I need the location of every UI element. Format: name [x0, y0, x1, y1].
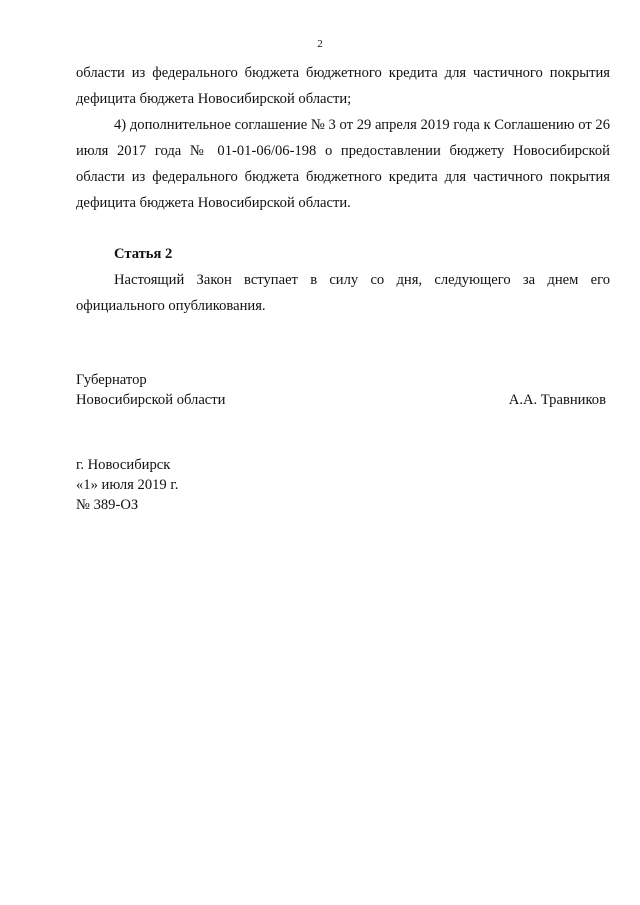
page-number: 2: [317, 38, 323, 50]
law-date: «1» июля 2019 г.: [76, 477, 179, 493]
place-date-block: [76, 455, 178, 515]
signature-block: [76, 370, 606, 410]
law-number: № 389-ОЗ: [76, 497, 139, 513]
continuation-text: области из федерального бюджета бюджетного кредита для частичного покрытия дефицита бюджета Новосибирской области;: [76, 65, 610, 107]
article-2-body: [76, 267, 610, 319]
place-city: г. Новосибирск: [76, 457, 171, 473]
signature-title-line2: Новосибирской области: [76, 392, 226, 408]
list-item-4-text: 4) дополнительное соглашение № 3 от 29 апреля 2019 года к Соглашению от 26 июля 2017 года № 01-01-06/06-198 о предоставлении бюджету Новосибирской области из федерального бюджета бюджетного кредита для частичного покрытия дефицита бюджета Новосибирской области.: [76, 117, 610, 211]
signature-row: [76, 390, 606, 410]
continuation-paragraph: [76, 60, 610, 112]
list-item-4: [76, 112, 610, 216]
article-2-text: Настоящий Закон вступает в силу со дня, следующего за днем его официального опубликования.: [76, 272, 610, 314]
signature-title-line1: Губернатор: [76, 372, 147, 388]
article-2-heading: Статья 2: [114, 246, 173, 262]
signatory-name: А.А. Травников: [508, 392, 606, 408]
